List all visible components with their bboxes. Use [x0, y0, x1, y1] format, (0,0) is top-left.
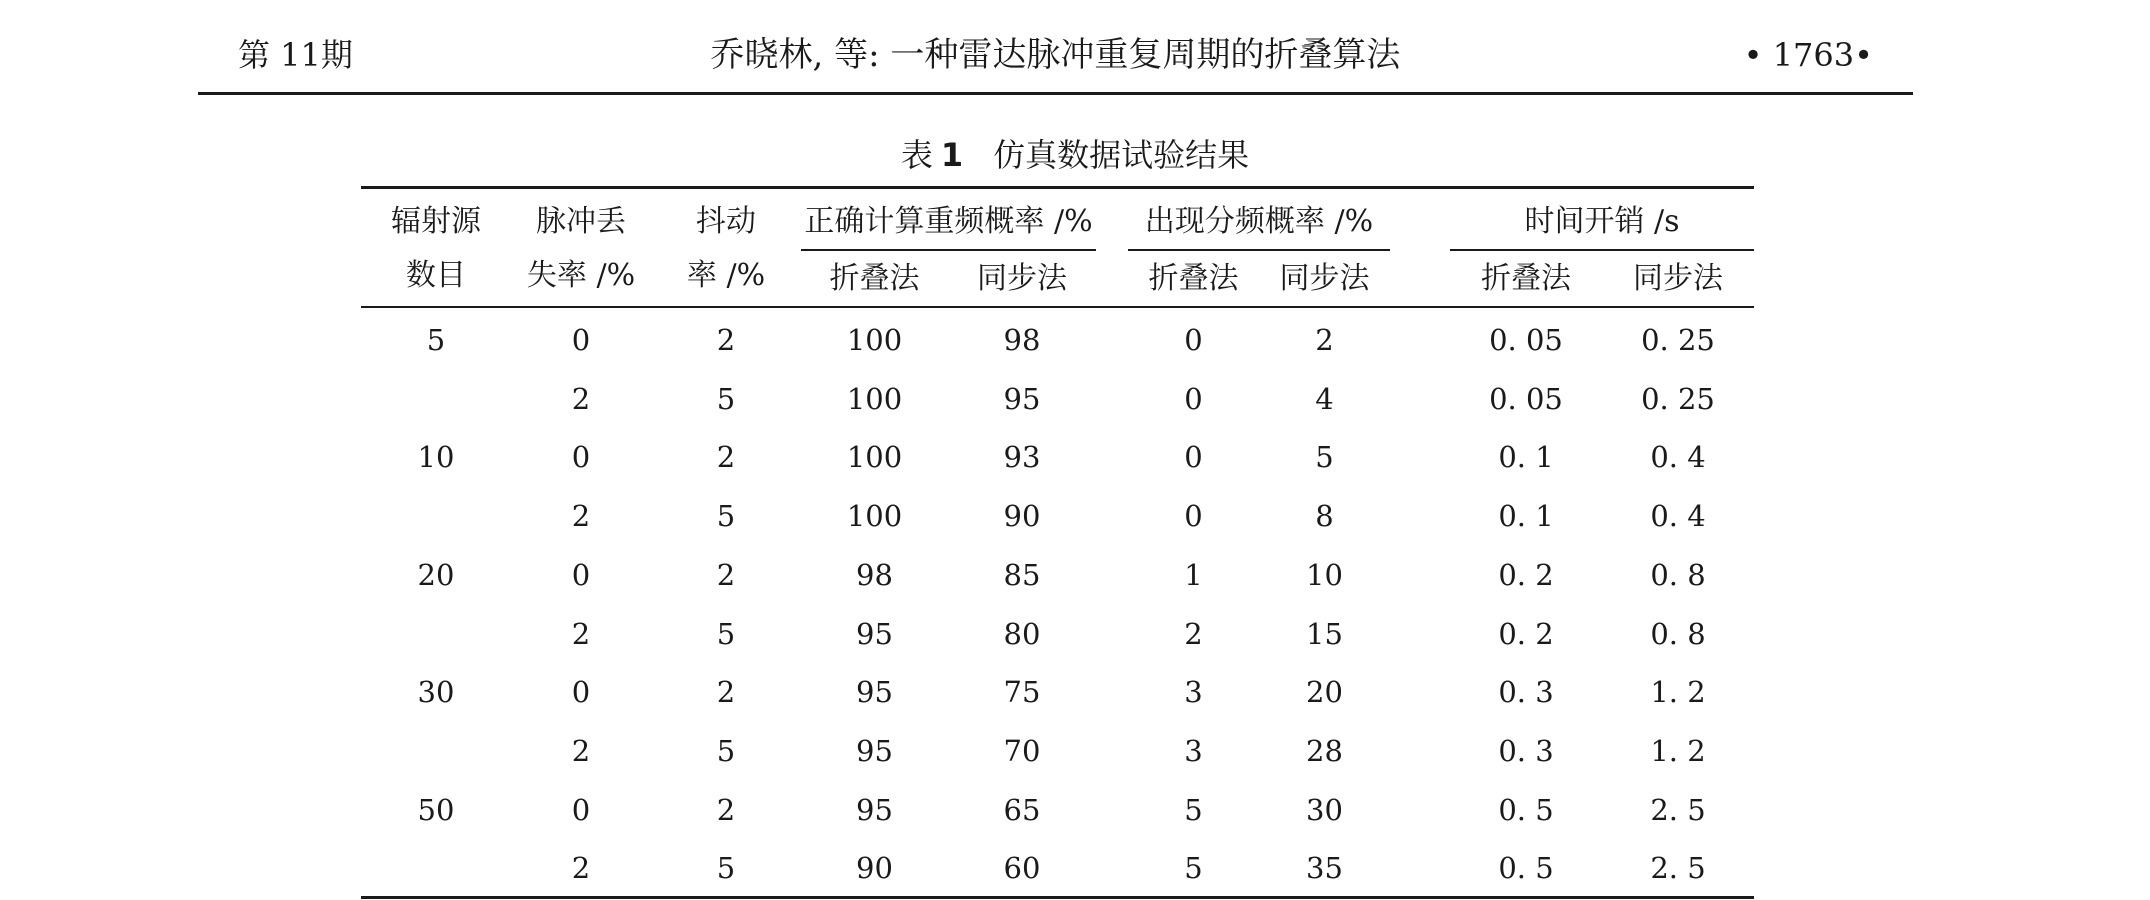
- cell-loss: 0: [571, 440, 591, 474]
- cell-sources: 10: [417, 440, 455, 474]
- cell-correct-sync: 75: [1003, 675, 1041, 709]
- cell-split-fold: 0: [1184, 323, 1203, 357]
- cell-split-sync: 4: [1315, 382, 1334, 416]
- table-number: 1: [940, 136, 964, 174]
- header-time-folding: 折叠法: [1481, 261, 1571, 296]
- cell-split-sync: 8: [1315, 499, 1334, 533]
- cell-sources: 20: [417, 558, 455, 592]
- table-header-rule: [361, 306, 1754, 308]
- cell-correct-fold: 100: [846, 499, 903, 533]
- cell-split-sync: 5: [1315, 440, 1334, 474]
- cell-split-sync: 15: [1306, 617, 1343, 651]
- cell-correct-fold: 95: [856, 734, 893, 768]
- cell-time-fold: 0. 05: [1489, 323, 1563, 357]
- cell-loss: 2: [571, 851, 591, 885]
- header-loss-line2: 失率 /%: [526, 258, 636, 293]
- cell-correct-sync: 98: [1003, 323, 1041, 357]
- cell-loss: 0: [571, 323, 591, 357]
- cell-correct-fold: 100: [846, 323, 903, 357]
- cell-time-fold: 0. 05: [1489, 382, 1563, 416]
- cell-loss: 2: [571, 617, 591, 651]
- header-split-folding: 折叠法: [1148, 261, 1239, 296]
- running-title: 乔晓林, 等: 一种雷达脉冲重复周期的折叠算法: [710, 35, 1401, 75]
- cell-correct-sync: 65: [1003, 793, 1041, 827]
- cell-split-fold: 0: [1184, 499, 1203, 533]
- cell-time-fold: 0. 1: [1498, 440, 1554, 474]
- group-rule-time: [1450, 249, 1754, 251]
- cell-sources: 50: [417, 793, 455, 827]
- cell-time-fold: 0. 3: [1498, 734, 1554, 768]
- header-split-group: 出现分频概率 /%: [1144, 204, 1374, 239]
- cell-time-fold: 0. 2: [1498, 617, 1554, 651]
- cell-jitter: 2: [716, 793, 736, 827]
- page-number: • 1763•: [1743, 36, 1873, 74]
- cell-correct-fold: 100: [846, 440, 903, 474]
- cell-split-sync: 28: [1306, 734, 1343, 768]
- header-jitter-line1: 抖动: [696, 204, 756, 239]
- cell-time-sync: 2. 5: [1650, 851, 1706, 885]
- cell-time-sync: 0. 8: [1650, 558, 1706, 592]
- cell-time-sync: 0. 4: [1650, 499, 1706, 533]
- cell-jitter: 5: [716, 382, 736, 416]
- cell-correct-fold: 95: [856, 617, 893, 651]
- header-jitter-line2: 率 /%: [686, 258, 766, 293]
- cell-loss: 0: [571, 675, 591, 709]
- cell-time-fold: 0. 1: [1498, 499, 1554, 533]
- table-label-word: 表: [900, 136, 933, 174]
- cell-time-sync: 1. 2: [1650, 734, 1706, 768]
- cell-time-fold: 0. 5: [1498, 793, 1554, 827]
- cell-time-sync: 2. 5: [1650, 793, 1706, 827]
- table-bottom-rule: [361, 896, 1754, 899]
- cell-jitter: 2: [716, 323, 736, 357]
- cell-split-fold: 5: [1184, 851, 1203, 885]
- table-title: 仿真数据试验结果: [993, 136, 1250, 174]
- cell-loss: 2: [571, 499, 591, 533]
- cell-time-fold: 0. 5: [1498, 851, 1554, 885]
- header-sources-line2: 数目: [406, 258, 466, 293]
- cell-time-fold: 0. 3: [1498, 675, 1554, 709]
- cell-loss: 2: [571, 734, 591, 768]
- header-time-group: 时间开销 /s: [1524, 204, 1680, 239]
- cell-correct-fold: 98: [856, 558, 893, 592]
- header-correct-group: 正确计算重频概率 /%: [804, 204, 1093, 239]
- cell-split-sync: 35: [1306, 851, 1343, 885]
- cell-correct-sync: 60: [1003, 851, 1041, 885]
- cell-correct-sync: 90: [1003, 499, 1041, 533]
- cell-correct-fold: 90: [856, 851, 893, 885]
- header-loss-line1: 脉冲丢: [536, 204, 626, 239]
- table-label: [901, 136, 963, 174]
- cell-split-sync: 30: [1306, 793, 1343, 827]
- table-top-rule: [361, 186, 1754, 189]
- group-rule-correct: [801, 249, 1096, 251]
- cell-time-sync: 0. 25: [1641, 382, 1715, 416]
- header-time-sync: 同步法: [1633, 261, 1723, 296]
- cell-correct-sync: 80: [1003, 617, 1041, 651]
- cell-split-fold: 5: [1184, 793, 1203, 827]
- cell-jitter: 5: [716, 617, 736, 651]
- header-correct-folding: 折叠法: [829, 261, 920, 296]
- table-caption: [0, 133, 2150, 177]
- cell-split-fold: 0: [1184, 440, 1203, 474]
- cell-time-sync: 0. 4: [1650, 440, 1706, 474]
- cell-sources: 30: [417, 675, 455, 709]
- cell-time-sync: 0. 25: [1641, 323, 1715, 357]
- cell-loss: 2: [571, 382, 591, 416]
- cell-correct-sync: 70: [1003, 734, 1041, 768]
- header-sources-line1: 辐射源: [391, 204, 481, 239]
- cell-correct-fold: 95: [856, 675, 893, 709]
- cell-split-sync: 2: [1315, 323, 1334, 357]
- cell-correct-sync: 85: [1003, 558, 1041, 592]
- cell-jitter: 5: [716, 499, 736, 533]
- cell-split-fold: 3: [1184, 734, 1203, 768]
- cell-sources: 5: [426, 323, 446, 357]
- cell-split-fold: 2: [1184, 617, 1203, 651]
- cell-time-sync: 1. 2: [1650, 675, 1706, 709]
- issue-number: 第 11期: [238, 36, 353, 74]
- cell-split-sync: 20: [1306, 675, 1343, 709]
- cell-jitter: 2: [716, 558, 736, 592]
- cell-correct-sync: 95: [1003, 382, 1041, 416]
- cell-time-sync: 0. 8: [1650, 617, 1706, 651]
- cell-jitter: 5: [716, 851, 736, 885]
- cell-split-sync: 10: [1306, 558, 1343, 592]
- cell-time-fold: 0. 2: [1498, 558, 1554, 592]
- running-header: [198, 34, 1913, 95]
- cell-loss: 0: [571, 558, 591, 592]
- cell-split-fold: 0: [1184, 382, 1203, 416]
- cell-correct-fold: 100: [846, 382, 903, 416]
- group-rule-split: [1128, 249, 1390, 251]
- cell-split-fold: 3: [1184, 675, 1203, 709]
- cell-loss: 0: [571, 793, 591, 827]
- cell-jitter: 2: [716, 440, 736, 474]
- header-correct-sync: 同步法: [977, 261, 1067, 296]
- header-split-sync: 同步法: [1279, 261, 1370, 296]
- cell-jitter: 2: [716, 675, 736, 709]
- cell-jitter: 5: [716, 734, 736, 768]
- cell-correct-sync: 93: [1003, 440, 1041, 474]
- cell-correct-fold: 95: [856, 793, 893, 827]
- cell-split-fold: 1: [1184, 558, 1203, 592]
